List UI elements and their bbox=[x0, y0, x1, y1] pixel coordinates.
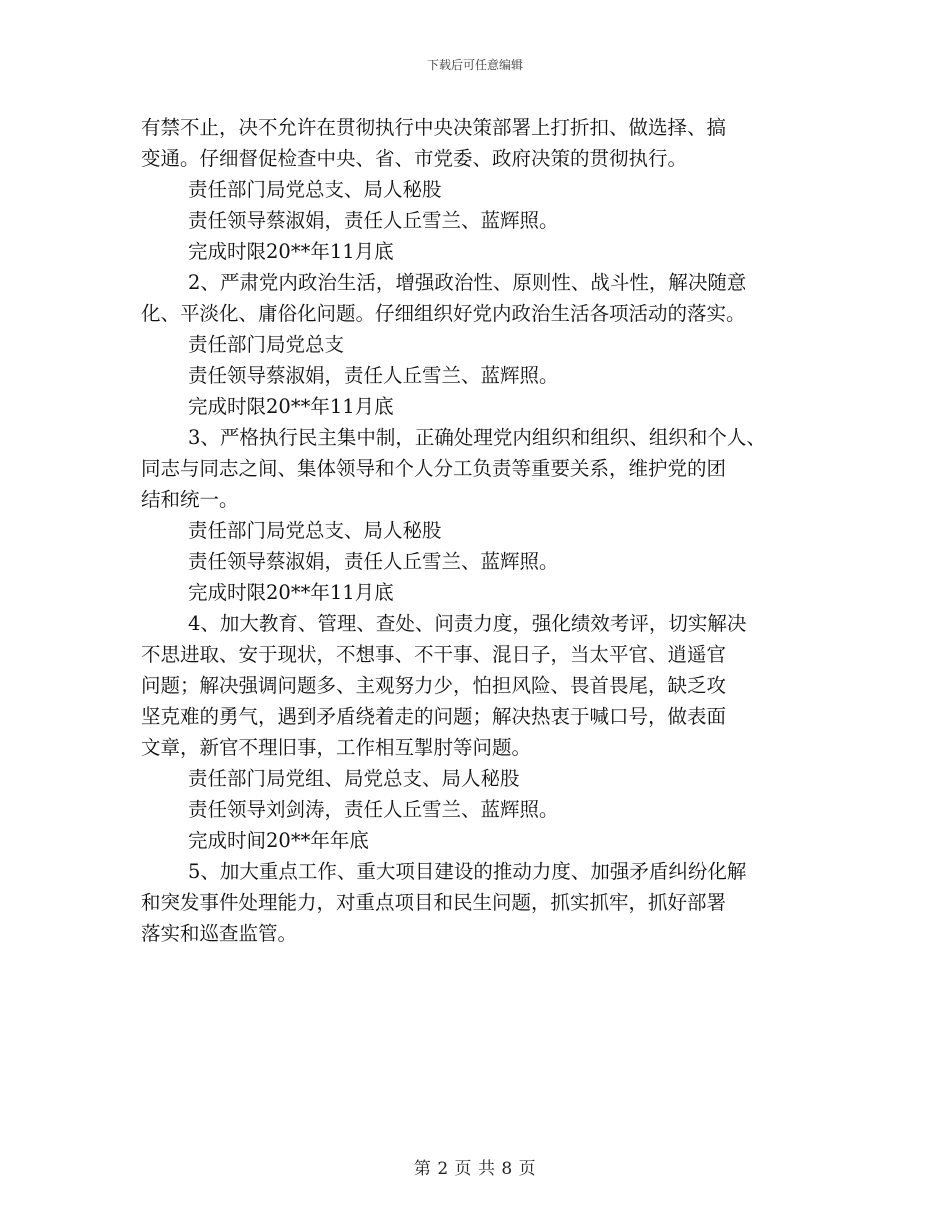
body-line: 和突发事件处理能力，对重点项目和民生问题，抓实抓牢，抓好部署 bbox=[141, 891, 727, 914]
body-line: 5、加大重点工作、重大项目建设的推动力度、加强矛盾纠纷化解 bbox=[188, 860, 747, 883]
body-line: 3、严格执行民主集中制，正确处理党内组织和组织、组织和个人、 bbox=[188, 426, 766, 449]
page-number: 第 2 页 共 8 页 bbox=[413, 1159, 537, 1179]
body-line: 责任领导蔡淑娟，责任人丘雪兰、蓝辉照。 bbox=[188, 209, 559, 232]
body-line: 问题；解决强调问题多、主观努力少，怕担风险、畏首畏尾，缺乏攻 bbox=[141, 674, 727, 697]
body-line: 落实和巡查监管。 bbox=[141, 922, 298, 945]
body-line: 4、加大教育、管理、查处、问责力度，强化绩效考评，切实解决 bbox=[188, 612, 747, 635]
body-line: 文章，新官不理旧事，工作相互掣肘等问题。 bbox=[141, 736, 532, 759]
body-line: 结和统一。 bbox=[141, 488, 239, 511]
body-line: 责任部门局党总支 bbox=[188, 333, 345, 356]
body-line: 责任领导蔡淑娟，责任人丘雪兰、蓝辉照。 bbox=[188, 550, 559, 573]
body-line: 2、严肃党内政治生活，增强政治性、原则性、战斗性，解决随意 bbox=[188, 271, 747, 294]
body-line: 完成时间20**年年底 bbox=[188, 829, 369, 852]
body-line: 变通。仔细督促检查中央、省、市党委、政府决策的贯彻执行。 bbox=[141, 147, 688, 170]
body-line: 责任领导刘剑涛，责任人丘雪兰、蓝辉照。 bbox=[188, 798, 559, 821]
document-body bbox=[141, 112, 811, 949]
body-line: 完成时限20**年11月底 bbox=[188, 395, 394, 418]
body-text bbox=[141, 112, 811, 949]
body-line: 不思进取、安于现状，不想事、不干事、混日子，当太平官、逍遥官 bbox=[141, 643, 727, 666]
body-line: 责任领导蔡淑娟，责任人丘雪兰、蓝辉照。 bbox=[188, 364, 559, 387]
body-line: 责任部门局党总支、局人秘股 bbox=[188, 519, 442, 542]
body-line: 化、平淡化、庸俗化问题。仔细组织好党内政治生活各项活动的落实。 bbox=[141, 302, 746, 325]
body-line: 责任部门局党总支、局人秘股 bbox=[188, 178, 442, 201]
body-line: 有禁不止，决不允许在贯彻执行中央决策部署上打折扣、做选择、搞 bbox=[141, 116, 727, 139]
body-line: 责任部门局党组、局党总支、局人秘股 bbox=[188, 767, 520, 790]
body-line: 完成时限20**年11月底 bbox=[188, 240, 394, 263]
page-header: 下载后可任意编辑 bbox=[426, 58, 523, 72]
body-line: 同志与同志之间、集体领导和个人分工负责等重要关系，维护党的团 bbox=[141, 457, 727, 480]
body-line: 坚克难的勇气，遇到矛盾绕着走的问题；解决热衷于喊口号，做表面 bbox=[141, 705, 727, 728]
body-line: 完成时限20**年11月底 bbox=[188, 581, 394, 604]
